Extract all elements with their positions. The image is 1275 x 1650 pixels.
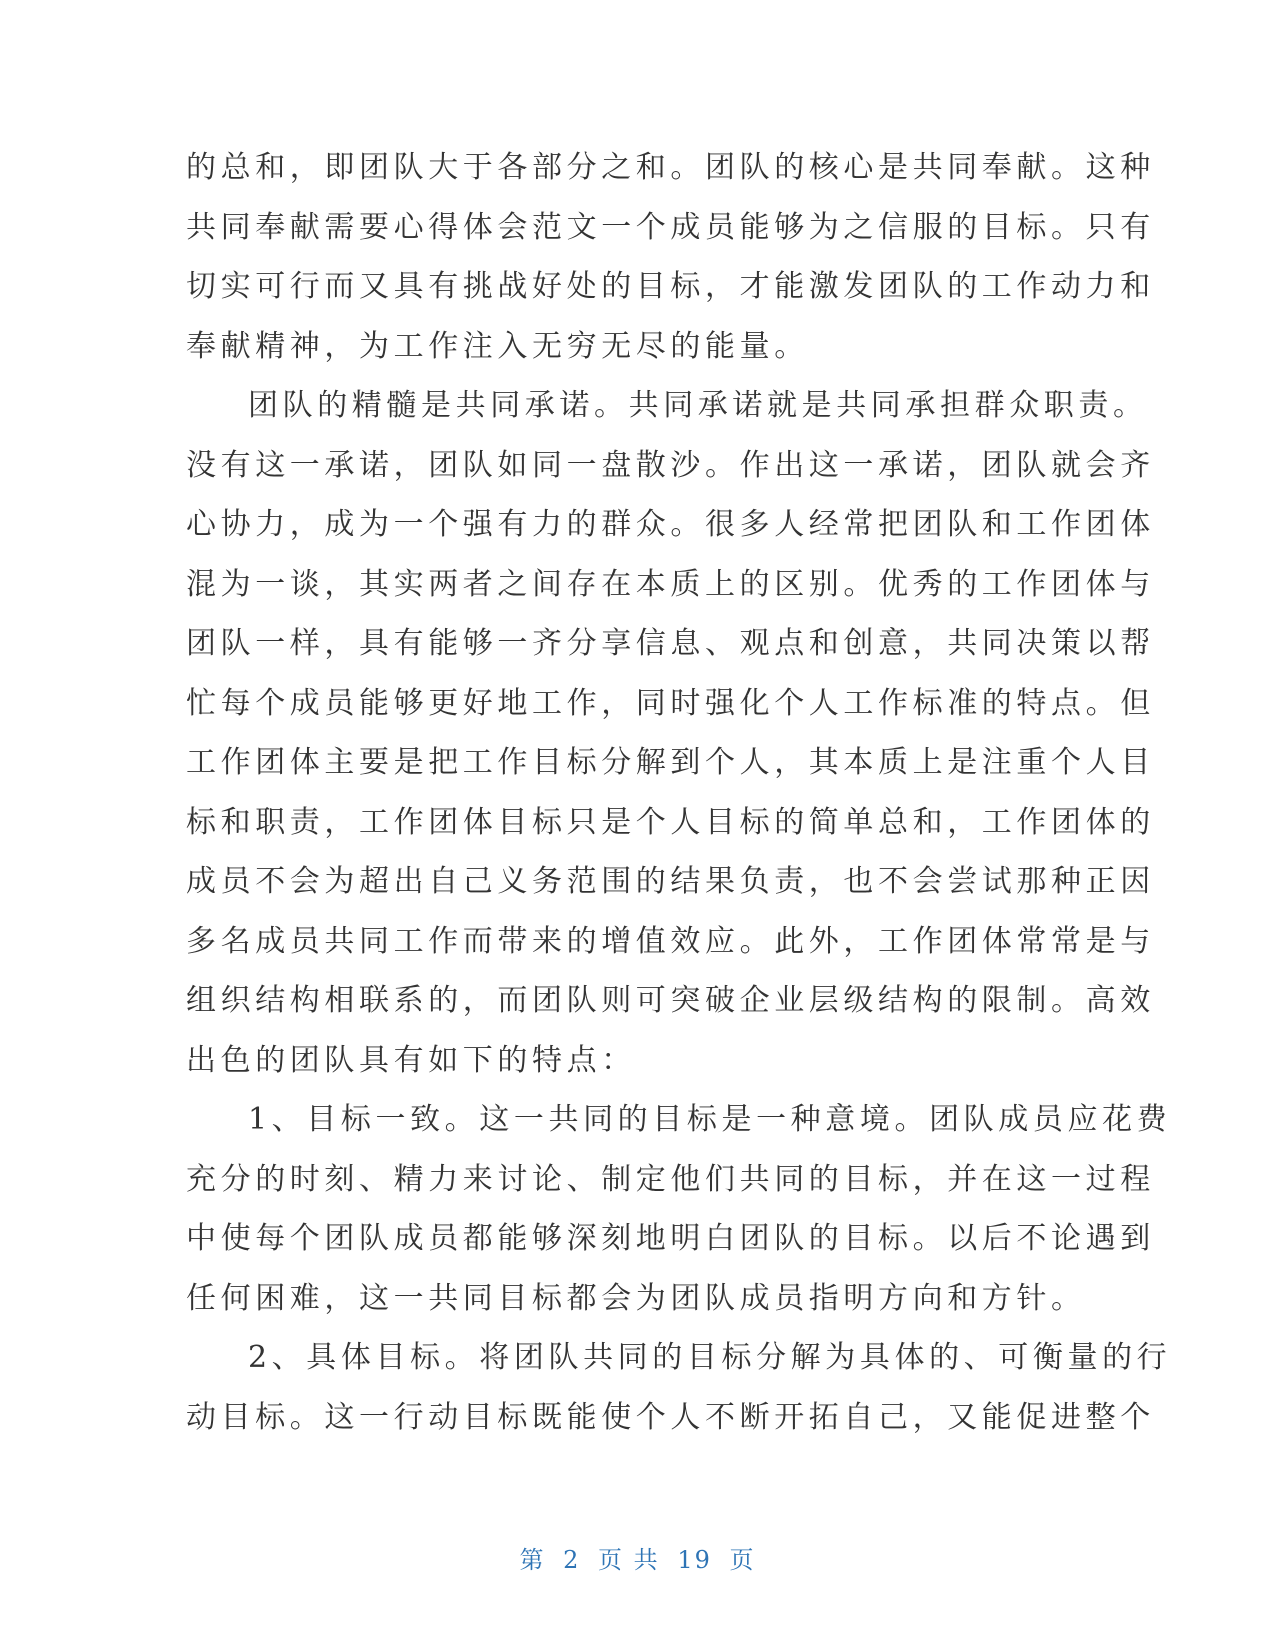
- text-line: 共同奉献需要心得体会范文一个成员能够为之信服的目标。只有: [186, 209, 1155, 245]
- total-pages-number: 19: [677, 1546, 712, 1574]
- text-line: 奉献精神，为工作注入无穷无尽的能量。: [186, 328, 809, 364]
- list-item-goal-consistency: 1、目标一致。这一共同的目标是一种意境。团队成员应花费: [248, 1102, 1172, 1137]
- text-line: 切实可行而又具有挑战好处的目标，才能激发团队的工作动力和: [186, 269, 1155, 304]
- text-line: 忙每个成员能够更好地工作，同时强化个人工作标准的特点。但: [186, 685, 1155, 721]
- text-line: 多名成员共同工作而带来的增值效应。此外，工作团体常常是与: [186, 923, 1155, 959]
- text-line: 标和职责，工作团体目标只是个人目标的简单总和，工作团体的: [186, 804, 1155, 840]
- paragraph-first-line: 团队的精髓是共同承诺。共同承诺就是共同承担群众职责。: [248, 388, 1148, 423]
- footer-prefix: 第: [519, 1546, 546, 1574]
- text-line: 充分的时刻、精力来讨论、制定他们共同的目标，并在这一过程: [186, 1161, 1155, 1197]
- footer-middle: 页 共: [598, 1546, 660, 1574]
- text-line: 混为一谈，其实两者之间存在本质上的区别。优秀的工作团体与: [186, 566, 1155, 602]
- text-line: 成员不会为超出自己义务范围的结果负责，也不会尝试那种正因: [186, 864, 1155, 899]
- footer-suffix: 页: [729, 1546, 756, 1574]
- text-line: 中使每个团队成员都能够深刻地明白团队的目标。以后不论遇到: [186, 1221, 1155, 1256]
- text-line: 任何困难，这一共同目标都会为团队成员指明方向和方针。: [186, 1280, 1086, 1316]
- text-line: 没有这一承诺，团队如同一盘散沙。作出这一承诺，团队就会齐: [186, 447, 1155, 483]
- list-item-specific-goals: 2、具体目标。将团队共同的目标分解为具体的、可衡量的行: [248, 1340, 1172, 1375]
- current-page-number: 2: [563, 1546, 581, 1574]
- text-line: 工作团体主要是把工作目标分解到个人，其本质上是注重个人目: [186, 745, 1155, 780]
- text-line: 团队一样，具有能够一齐分享信息、观点和创意，共同决策以帮: [186, 626, 1155, 661]
- text-line: 出色的团队具有如下的特点：: [186, 1042, 636, 1078]
- document-body: [186, 138, 1172, 1447]
- page-number-footer: [0, 1540, 1275, 1575]
- text-line: 心协力，成为一个强有力的群众。很多人经常把团队和工作团体: [186, 507, 1155, 542]
- text-line: 组织结构相联系的，而团队则可突破企业层级结构的限制。高效: [186, 983, 1155, 1018]
- text-line: 的总和，即团队大于各部分之和。团队的核心是共同奉献。这种: [186, 150, 1155, 185]
- text-line: 动目标。这一行动目标既能使个人不断开拓自己，又能促进整个: [186, 1399, 1155, 1435]
